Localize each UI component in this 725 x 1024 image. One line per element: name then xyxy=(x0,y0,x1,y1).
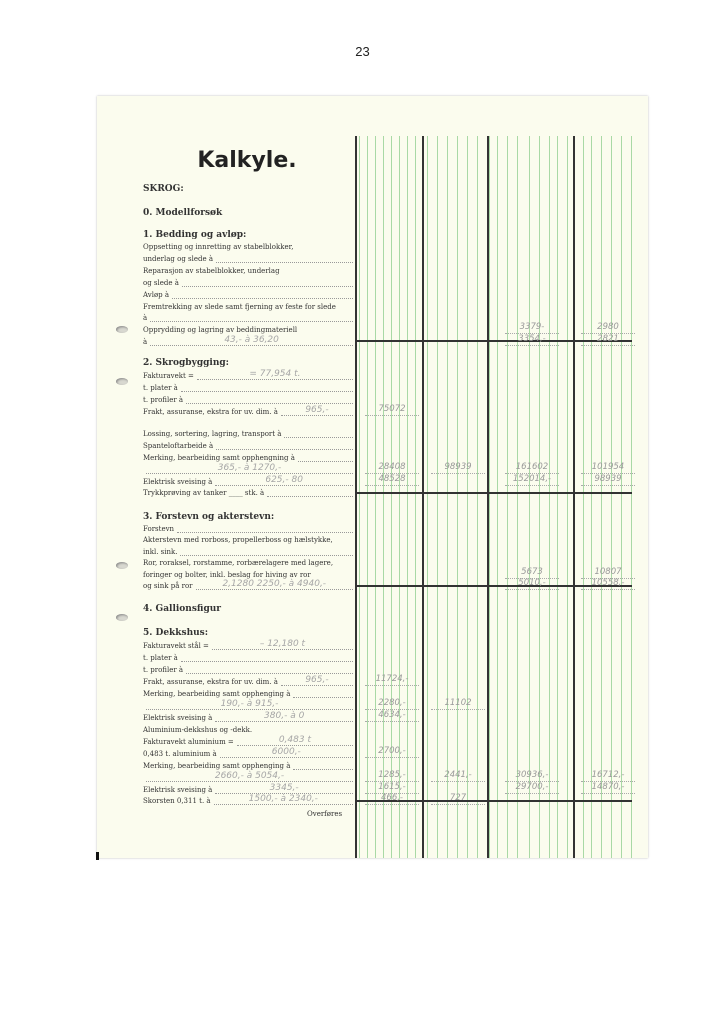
column-rule xyxy=(539,136,540,858)
amount-c1: 48528 xyxy=(365,474,419,486)
line-item xyxy=(143,746,353,758)
line-label: Opprydding og lagring av beddingmateriell xyxy=(143,326,298,334)
line-item xyxy=(143,578,353,590)
amount-c2: 98939 xyxy=(431,462,485,474)
amount-c1: 4634,- xyxy=(365,710,419,722)
punch-hole xyxy=(116,614,128,621)
entry-field: 380,- à 0 xyxy=(215,711,353,722)
entry-field xyxy=(181,381,353,392)
line-item xyxy=(143,438,353,450)
entry-field: 43,- à 36,20 xyxy=(150,335,353,346)
amount-c1: 28408 xyxy=(365,462,419,474)
punch-hole xyxy=(116,562,128,569)
punch-hole xyxy=(116,378,128,385)
line-item xyxy=(143,380,353,392)
entry-field: 965,- xyxy=(281,405,353,416)
line-item xyxy=(143,251,353,263)
line-label: t. profiler à xyxy=(143,666,184,674)
entry-field xyxy=(182,276,353,287)
line-label: Frakt, assuranse, ekstra for uv. dim. à xyxy=(143,678,278,686)
line-label: Ror, roraksel, rorstamme, rorbærelagere med lagere, xyxy=(143,559,334,567)
line-label: Frakt, assuranse, ekstra for uv. dim. à xyxy=(143,408,278,416)
column-rule xyxy=(457,136,458,858)
entry-field xyxy=(293,759,353,770)
line-label: Elektrisk sveising à xyxy=(143,714,213,722)
column-rule xyxy=(621,136,622,858)
column-rule xyxy=(631,136,632,858)
line-label: 1. Bedding og avløp: xyxy=(143,230,247,240)
line-label: à xyxy=(143,314,148,322)
amount-c2: 2441,- xyxy=(431,770,485,782)
line-label: 2. Skrogbygging: xyxy=(143,358,229,368)
line-label: 3. Forstevn og akterstevn: xyxy=(143,512,275,522)
column-rule xyxy=(427,136,428,858)
line-label: t. plater à xyxy=(143,384,178,392)
column-divider xyxy=(355,136,357,858)
amount-c3: 5010,- xyxy=(505,578,559,590)
line-item xyxy=(143,287,353,299)
line-label: t. profiler à xyxy=(143,396,184,404)
line-label: foringer og bolter, inkl. beslag for hiving av ror xyxy=(143,571,311,579)
line-item xyxy=(143,638,353,650)
line-label: Akterstevn med rorboss, propellerboss og hælstykke, xyxy=(143,536,333,544)
line-item xyxy=(143,793,353,805)
entry-field: 1500,- à 2340,- xyxy=(214,794,353,805)
amount-c3: 29700,- xyxy=(505,782,559,794)
section-heading xyxy=(143,602,353,614)
column-rule xyxy=(489,136,490,858)
line-label: 0. Modellforsøk xyxy=(143,208,223,218)
column-rule xyxy=(549,136,550,858)
subtotal-rule xyxy=(355,492,632,494)
column-rule xyxy=(557,136,558,858)
entry-field xyxy=(186,393,353,404)
amount-c1: 75072 xyxy=(365,404,419,416)
line-label: og slede à xyxy=(143,279,179,287)
column-divider xyxy=(573,136,575,858)
line-item xyxy=(143,674,353,686)
entry-field: – 12,180 t xyxy=(212,639,353,650)
line-item xyxy=(143,770,353,782)
amount-c4: 2980 xyxy=(581,322,635,334)
amount-c3: 3354,- xyxy=(505,334,559,346)
column-rule xyxy=(467,136,468,858)
line-item xyxy=(143,698,353,710)
line-label: 0,483 t. aluminium à xyxy=(143,750,217,758)
line-item xyxy=(143,650,353,662)
line-item xyxy=(143,404,353,416)
entry-field xyxy=(298,451,353,462)
entry-field: 3345,- xyxy=(215,783,353,794)
amount-c1: 466,- xyxy=(365,793,419,805)
amount-c4: 10558,- xyxy=(581,578,635,590)
column-rule xyxy=(359,136,360,858)
line-item xyxy=(143,462,353,474)
amount-c3: 152014,- xyxy=(505,474,559,486)
line-label: og sink på ror xyxy=(143,582,193,590)
line-label: Aluminium-dekkshus og -dekk. xyxy=(143,726,253,734)
page-title: Kalkyle. xyxy=(197,148,297,173)
line-label: inkl. sink. xyxy=(143,548,178,556)
entry-field xyxy=(172,288,353,299)
line-item xyxy=(143,532,353,544)
line-label: Fakturavekt aluminium = xyxy=(143,738,234,746)
column-rule xyxy=(437,136,438,858)
column-rule xyxy=(497,136,498,858)
line-label: underlag og slede à xyxy=(143,255,214,263)
line-label: Merking, bearbeiding samt opphenging à xyxy=(143,690,291,698)
line-item xyxy=(143,722,353,734)
line-label: Skorsten 0,311 t. à xyxy=(143,797,211,805)
section-heading xyxy=(143,626,353,638)
column-divider xyxy=(422,136,424,858)
line-label: Reparasjon av stabelblokker, underlag xyxy=(143,267,280,275)
line-label: Fakturavekt stål = xyxy=(143,642,209,650)
amount-c4: 16712,- xyxy=(581,770,635,782)
entry-field: 625,- 80 xyxy=(215,475,353,486)
amount-c3: 161602 xyxy=(505,462,559,474)
amount-c3: 30936,- xyxy=(505,770,559,782)
column-rule xyxy=(567,136,568,858)
line-label: Trykkprøving av tanker ____ stk. à xyxy=(143,489,265,497)
entry-field: 0,483 t xyxy=(237,735,353,746)
line-label: Fremtrekking av slede samt fjerning av feste for slede xyxy=(143,303,336,311)
amount-c2: 727 xyxy=(431,793,485,805)
line-item xyxy=(143,263,353,275)
line-label: Spanteloftarbeide à xyxy=(143,442,214,450)
line-item xyxy=(143,485,353,497)
entry-field: = 77,954 t. xyxy=(197,369,353,380)
line-item xyxy=(143,758,353,770)
line-item xyxy=(143,334,353,346)
entry-field xyxy=(284,427,353,438)
column-rule xyxy=(591,136,592,858)
line-item xyxy=(143,686,353,698)
amount-c3: 3379- xyxy=(505,322,559,334)
amount-c1: 1285,- xyxy=(365,770,419,782)
line-label: Lossing, sortering, lagring, transport à xyxy=(143,430,282,438)
entry-field xyxy=(181,651,353,662)
line-label: Elektrisk sveising à xyxy=(143,786,213,794)
line-label: à xyxy=(143,338,148,346)
line-item xyxy=(143,710,353,722)
amount-c4: 98939 xyxy=(581,474,635,486)
column-rule xyxy=(601,136,602,858)
entry-field xyxy=(293,687,353,698)
line-item xyxy=(143,555,353,567)
calculation-sheet xyxy=(97,96,648,858)
section-heading xyxy=(143,182,353,194)
amount-c1: 11724,- xyxy=(365,674,419,686)
line-label: Elektrisk sveising à xyxy=(143,478,213,486)
line-label: t. plater à xyxy=(143,654,178,662)
entry-field: 965,- xyxy=(281,675,353,686)
entry-field: 6000,- xyxy=(220,747,353,758)
line-label: Merking, bearbeiding samt opphenging à xyxy=(143,762,291,770)
scan-mark xyxy=(96,852,99,860)
line-item xyxy=(143,368,353,380)
page-number: 23 xyxy=(355,44,370,59)
column-divider xyxy=(487,136,489,858)
column-rule xyxy=(611,136,612,858)
punch-hole xyxy=(116,326,128,333)
section-heading xyxy=(143,356,353,368)
amount-c4: 101954 xyxy=(581,462,635,474)
line-item xyxy=(143,275,353,287)
column-rule xyxy=(507,136,508,858)
entry-field: 2660,- à 5054,- xyxy=(146,771,353,782)
column-rule xyxy=(447,136,448,858)
column-rule xyxy=(583,136,584,858)
amount-c4: 2821 xyxy=(581,334,635,346)
line-label: Forstevn xyxy=(143,525,175,533)
amount-c2: 11102 xyxy=(431,698,485,710)
line-item xyxy=(143,322,353,334)
amount-c1: 1615,- xyxy=(365,782,419,794)
entry-field xyxy=(150,311,353,322)
entry-field: 190,- à 915,- xyxy=(146,699,353,710)
line-label: 5. Dekkshus: xyxy=(143,628,209,638)
amount-c4: 14870,- xyxy=(581,782,635,794)
line-item xyxy=(143,392,353,404)
amount-c3: 5673 xyxy=(505,567,559,579)
line-item xyxy=(143,426,353,438)
amount-c1: 2280,- xyxy=(365,698,419,710)
entry-field xyxy=(224,604,353,614)
line-item xyxy=(143,662,353,674)
carry-forward-label: Overføres xyxy=(307,810,343,818)
entry-field xyxy=(225,208,353,218)
column-rule xyxy=(477,136,478,858)
amount-c4: 10807 xyxy=(581,567,635,579)
line-item xyxy=(143,239,353,251)
entry-field xyxy=(267,486,353,497)
entry-field xyxy=(216,439,353,450)
entry-field: 365,- à 1270,- xyxy=(146,463,353,474)
amount-c1: 2700,- xyxy=(365,746,419,758)
column-rule xyxy=(529,136,530,858)
line-label: SKROG: xyxy=(143,184,184,194)
entry-field xyxy=(186,663,353,674)
column-rule xyxy=(517,136,518,858)
line-label: Oppsetting og innretting av stabelblokker, xyxy=(143,243,294,251)
line-label: Merking, bearbeiding samt opphengning à xyxy=(143,454,295,462)
line-label: Fakturavekt = xyxy=(143,372,194,380)
entry-field xyxy=(216,252,353,263)
line-item xyxy=(143,310,353,322)
line-item xyxy=(143,450,353,462)
line-item xyxy=(143,734,353,746)
section-heading xyxy=(143,206,353,218)
entry-field: 2,1280 2250,- à 4940,- xyxy=(196,579,353,590)
line-label: Avløp à xyxy=(143,291,170,299)
line-label: 4. Gallionsfigur xyxy=(143,604,222,614)
